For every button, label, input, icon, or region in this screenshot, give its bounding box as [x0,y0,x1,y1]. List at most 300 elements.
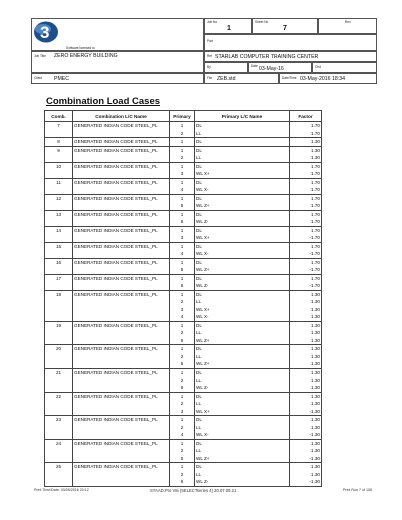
primary-number-cell: 6 [170,478,195,486]
date-cell [248,62,312,73]
factor-cell: 1.30 [290,313,322,321]
primary-number-cell: 3 [170,408,195,416]
primary-number-cell: 1 [170,162,195,170]
footer-program: STAAD.Pro V8i (SELECTseries 4) 20.07.09.21 [150,488,237,493]
primary-name-cell: WL Z- [195,478,290,486]
comb-name-cell [73,298,170,306]
primary-name-cell: DL [195,242,290,250]
comb-name-cell: GENERATED INDIAN CODE STEEL_PL [73,392,170,400]
factor-cell: 1.70 [290,218,322,226]
job-no-cell [204,18,252,34]
factor-cell: -1.70 [290,234,322,242]
comb-name-cell [73,130,170,138]
table-row [45,400,322,408]
primary-number-cell: 6 [170,218,195,226]
table-row [45,377,322,385]
primary-number-cell: 2 [170,471,195,479]
table-row [45,408,322,416]
primary-number-cell: 1 [170,122,195,130]
factor-cell: 1.70 [290,194,322,202]
primary-number-cell: 2 [170,329,195,337]
date-label: Date [251,64,258,68]
primary-number-cell: 3 [170,170,195,178]
primary-name-cell: WL X- [195,186,290,194]
table-row [45,306,322,314]
footer-print-time: Print Time/Date: 03/05/2016 20:12 [34,488,89,492]
comb-number-cell: 23 [45,416,73,424]
job-title-label: Job Title [34,54,46,58]
comb-number-cell: 21 [45,368,73,376]
table-row [45,234,322,242]
comb-number-cell [45,424,73,432]
primary-number-cell: 5 [170,455,195,463]
bentley-logo-icon [33,20,59,44]
primary-number-cell: 2 [170,377,195,385]
comb-name-cell: GENERATED INDIAN CODE STEEL_PL [73,463,170,471]
factor-cell: 1.70 [290,202,322,210]
comb-name-cell [73,471,170,479]
primary-number-cell: 5 [170,360,195,368]
factor-cell: 1.30 [290,290,322,298]
comb-name-cell [73,313,170,321]
ref-cell [204,51,377,62]
primary-name-cell: DL [195,258,290,266]
table-row [45,202,322,210]
primary-name-cell: WL X- [195,431,290,439]
factor-cell: 1.70 [290,170,322,178]
factor-cell: -1.30 [290,408,322,416]
primary-number-cell: 5 [170,337,195,345]
comb-number-cell [45,431,73,439]
factor-cell: 1.70 [290,130,322,138]
primary-number-cell: 2 [170,400,195,408]
comb-number-cell: 17 [45,274,73,282]
svg-text:3: 3 [40,23,50,42]
primary-number-cell: 1 [170,258,195,266]
factor-cell: -1.30 [290,478,322,486]
primary-name-cell: DL [195,138,290,147]
comb-name-cell: GENERATED INDIAN CODE STEEL_PL [73,146,170,154]
comb-number-cell: 10 [45,162,73,170]
primary-number-cell: 3 [170,234,195,242]
comb-number-cell [45,329,73,337]
comb-name-cell: GENERATED INDIAN CODE STEEL_PL [73,345,170,353]
by-cell [204,62,248,73]
comb-name-cell: GENERATED INDIAN CODE STEEL_PL [73,368,170,376]
client-value: PMEC [54,76,69,82]
comb-number-cell [45,250,73,258]
primary-number-cell: 1 [170,321,195,329]
comb-name-cell: GENERATED INDIAN CODE STEEL_PL [73,122,170,130]
factor-cell: 1.30 [290,329,322,337]
primary-number-cell: 1 [170,194,195,202]
comb-number-cell: 12 [45,194,73,202]
primary-number-cell: 1 [170,146,195,154]
table-row [45,360,322,368]
comb-number-cell [45,455,73,463]
comb-number-cell [45,400,73,408]
comb-name-cell [73,266,170,274]
table-row [45,478,322,486]
page-title: Combination Load Cases [46,96,161,107]
comb-name-cell: GENERATED INDIAN CODE STEEL_PL [73,416,170,424]
comb-name-cell [73,384,170,392]
factor-cell: 1.30 [290,424,322,432]
primary-name-cell: DL [195,210,290,218]
primary-name-cell: DL [195,321,290,329]
primary-name-cell: DL [195,290,290,298]
rev-label: Rev [345,20,351,24]
comb-name-cell: GENERATED INDIAN CODE STEEL_PL [73,194,170,202]
comb-number-cell [45,130,73,138]
comb-name-cell [73,186,170,194]
table-row [45,384,322,392]
table-row [45,258,322,266]
primary-number-cell: 1 [170,439,195,447]
primary-name-cell: DL [195,146,290,154]
table-row [45,313,322,321]
factor-cell: 1.30 [290,463,322,471]
primary-number-cell: 2 [170,424,195,432]
comb-name-cell: GENERATED INDIAN CODE STEEL_PL [73,138,170,147]
factor-cell: -1.70 [290,266,322,274]
datetime-cell [279,73,377,84]
ref-value: STARLAB COMPUTER TRAINING CENTER [215,54,319,60]
table-row [45,146,322,154]
primary-number-cell: 2 [170,154,195,162]
table-row [45,282,322,290]
comb-name-cell [73,400,170,408]
date-value: 03-May-16 [259,66,284,72]
sheet-no-cell [252,18,318,34]
primary-name-cell: WL Z+ [195,266,290,274]
primary-name-cell: DL [195,162,290,170]
primary-number-cell: 1 [170,274,195,282]
datetime-label: Date/Time [282,76,297,80]
primary-name-cell: DL [195,194,290,202]
primary-name-cell: WL X+ [195,170,290,178]
comb-name-cell: GENERATED INDIAN CODE STEEL_PL [73,242,170,250]
table-row [45,170,322,178]
table-row [45,274,322,282]
comb-number-cell: 15 [45,242,73,250]
factor-cell: 1.70 [290,258,322,266]
comb-number-cell: 18 [45,290,73,298]
comb-name-cell [73,218,170,226]
comb-number-cell [45,202,73,210]
primary-name-cell: WL X- [195,313,290,321]
comb-name-cell [73,282,170,290]
primary-number-cell: 1 [170,242,195,250]
comb-number-cell [45,186,73,194]
comb-name-cell: GENERATED INDIAN CODE STEEL_PL [73,210,170,218]
factor-cell: 1.70 [290,274,322,282]
factor-cell: -1.30 [290,455,322,463]
primary-name-cell: WL X- [195,250,290,258]
primary-name-cell: WL Z- [195,384,290,392]
report-header [31,18,377,88]
job-no-value: 1 [227,25,231,32]
primary-number-cell: 3 [170,306,195,314]
primary-name-cell: DL [195,274,290,282]
table-row [45,471,322,479]
table-row [45,416,322,424]
factor-cell: -1.70 [290,250,322,258]
primary-number-cell: 4 [170,431,195,439]
factor-cell: 1.70 [290,122,322,130]
client-label: Client [34,76,43,80]
comb-name-cell [73,202,170,210]
table-row [45,321,322,329]
comb-name-cell [73,377,170,385]
comb-number-cell [45,478,73,486]
comb-name-cell: GENERATED INDIAN CODE STEEL_PL [73,321,170,329]
comb-name-cell [73,431,170,439]
factor-cell: 1.30 [290,384,322,392]
primary-name-cell: LL [195,400,290,408]
table-row [45,463,322,471]
primary-number-cell: 4 [170,313,195,321]
primary-number-cell: 5 [170,266,195,274]
factor-cell: 1.30 [290,377,322,385]
comb-number-cell [45,170,73,178]
primary-name-cell: DL [195,416,290,424]
comb-name-cell [73,478,170,486]
job-title-value: ZERO ENERGY BUILDING [54,53,118,59]
factor-cell: 1.30 [290,360,322,368]
primary-number-cell: 4 [170,186,195,194]
table-row [45,154,322,162]
comb-number-cell [45,384,73,392]
primary-name-cell: LL [195,424,290,432]
factor-cell: 1.70 [290,178,322,186]
primary-name-cell: LL [195,353,290,361]
comb-name-cell [73,360,170,368]
primary-number-cell: 1 [170,138,195,147]
factor-cell: 1.30 [290,416,322,424]
comb-number-cell: 19 [45,321,73,329]
factor-cell: 1.30 [290,447,322,455]
client-cell [31,73,204,84]
primary-name-cell: DL [195,368,290,376]
primary-name-cell: DL [195,439,290,447]
table-row [45,178,322,186]
comb-number-cell [45,353,73,361]
primary-number-cell: 1 [170,290,195,298]
file-value: ZEB.std [217,76,236,82]
primary-name-cell: DL [195,226,290,234]
column-header-primary-name: Primary L/C Name [195,111,290,122]
primary-name-cell: DL [195,392,290,400]
factor-cell: 1.30 [290,321,322,329]
comb-number-cell [45,234,73,242]
primary-number-cell: 6 [170,384,195,392]
comb-number-cell: 8 [45,138,73,147]
primary-number-cell: 5 [170,202,195,210]
table-row [45,186,322,194]
ref-label: Ref [207,54,212,58]
table-row [45,130,322,138]
comb-name-cell: GENERATED INDIAN CODE STEEL_PL [73,439,170,447]
comb-number-cell: 11 [45,178,73,186]
comb-name-cell [73,408,170,416]
job-no-label: Job No [207,20,218,24]
table-row [45,266,322,274]
comb-number-cell: 13 [45,210,73,218]
table-row [45,455,322,463]
table-row [45,194,322,202]
comb-name-cell [73,234,170,242]
comb-number-cell [45,218,73,226]
table-row [45,368,322,376]
factor-cell: -1.70 [290,282,322,290]
primary-name-cell: DL [195,178,290,186]
part-label: Part [207,39,213,43]
primary-name-cell: WL Z+ [195,360,290,368]
table-row [45,122,322,130]
primary-number-cell: 1 [170,416,195,424]
comb-name-cell [73,447,170,455]
comb-number-cell: 7 [45,122,73,130]
factor-cell: 1.70 [290,242,322,250]
comb-number-cell: 24 [45,439,73,447]
factor-cell: 1.70 [290,210,322,218]
primary-number-cell: 2 [170,130,195,138]
table-row [45,345,322,353]
primary-name-cell: WL X+ [195,408,290,416]
factor-cell: -1.30 [290,431,322,439]
primary-number-cell: 6 [170,282,195,290]
table-row [45,250,322,258]
by-label: By [207,65,211,69]
table-row [45,290,322,298]
table-header-row [45,111,322,122]
factor-cell: 1.30 [290,400,322,408]
sheet-no-value: 7 [283,25,287,32]
primary-number-cell: 1 [170,345,195,353]
primary-number-cell: 4 [170,250,195,258]
table-body [45,122,322,487]
comb-name-cell: GENERATED INDIAN CODE STEEL_PL [73,178,170,186]
factor-cell: 1.30 [290,154,322,162]
factor-cell: 1.70 [290,186,322,194]
comb-name-cell: GENERATED INDIAN CODE STEEL_PL [73,258,170,266]
primary-name-cell: LL [195,471,290,479]
primary-number-cell: 2 [170,447,195,455]
column-header-factor: Factor [290,111,322,122]
sheet-no-label: Sheet No [255,20,269,24]
comb-name-cell: GENERATED INDIAN CODE STEEL_PL [73,162,170,170]
comb-name-cell [73,250,170,258]
comb-number-cell: 9 [45,146,73,154]
table-row [45,392,322,400]
rev-cell [318,18,377,34]
file-cell [204,73,279,84]
column-header-comb: Comb. [45,111,73,122]
comb-number-cell [45,313,73,321]
comb-name-cell: GENERATED INDIAN CODE STEEL_PL [73,226,170,234]
comb-name-cell: GENERATED INDIAN CODE STEEL_PL [73,290,170,298]
factor-cell: 1.30 [290,471,322,479]
factor-cell: 1.30 [290,337,322,345]
factor-cell: 1.70 [290,162,322,170]
column-header-combination-name: Combination L/C Name [73,111,170,122]
primary-name-cell: WL Z+ [195,202,290,210]
table-row [45,447,322,455]
factor-cell: 1.30 [290,138,322,147]
comb-number-cell [45,282,73,290]
comb-name-cell [73,329,170,337]
file-label: File [207,76,213,80]
primary-number-cell: 2 [170,353,195,361]
comb-number-cell [45,377,73,385]
part-cell [204,34,377,51]
comb-number-cell [45,471,73,479]
factor-cell: 1.30 [290,306,322,314]
comb-number-cell: 25 [45,463,73,471]
primary-number-cell: 1 [170,226,195,234]
primary-name-cell: LL [195,130,290,138]
comb-name-cell [73,353,170,361]
factor-cell: 1.30 [290,368,322,376]
combination-load-cases-table [44,110,322,487]
table-row [45,298,322,306]
primary-name-cell: WL Z+ [195,337,290,345]
primary-name-cell: DL [195,122,290,130]
primary-number-cell: 2 [170,298,195,306]
footer-print-run: Print Run 7 of 108 [343,488,372,492]
comb-name-cell [73,337,170,345]
primary-name-cell: LL [195,329,290,337]
primary-name-cell: WL X+ [195,306,290,314]
comb-name-cell [73,306,170,314]
factor-cell: 1.30 [290,298,322,306]
software-licensed-label: Software licensed to [66,46,95,50]
table-row [45,210,322,218]
comb-name-cell: GENERATED INDIAN CODE STEEL_PL [73,274,170,282]
factor-cell: 1.30 [290,353,322,361]
table-row [45,439,322,447]
column-header-primary: Primary [170,111,195,122]
comb-number-cell [45,266,73,274]
table-row [45,329,322,337]
chd-label: Chd [315,65,321,69]
factor-cell: 1.30 [290,146,322,154]
primary-number-cell: 1 [170,178,195,186]
comb-name-cell [73,424,170,432]
factor-cell: 1.30 [290,392,322,400]
comb-number-cell: 16 [45,258,73,266]
logo-box [31,18,204,51]
table-row [45,337,322,345]
comb-number-cell [45,154,73,162]
comb-number-cell: 14 [45,226,73,234]
chd-cell [312,62,377,73]
comb-number-cell [45,447,73,455]
primary-number-cell: 1 [170,463,195,471]
comb-number-cell: 22 [45,392,73,400]
table-row [45,162,322,170]
primary-number-cell: 1 [170,392,195,400]
table-row [45,138,322,147]
comb-number-cell [45,298,73,306]
comb-number-cell [45,337,73,345]
primary-name-cell: LL [195,154,290,162]
datetime-value: 03-May-2016 18:34 [300,76,345,82]
primary-name-cell: LL [195,377,290,385]
primary-name-cell: WL Z+ [195,455,290,463]
factor-cell: 1.30 [290,439,322,447]
